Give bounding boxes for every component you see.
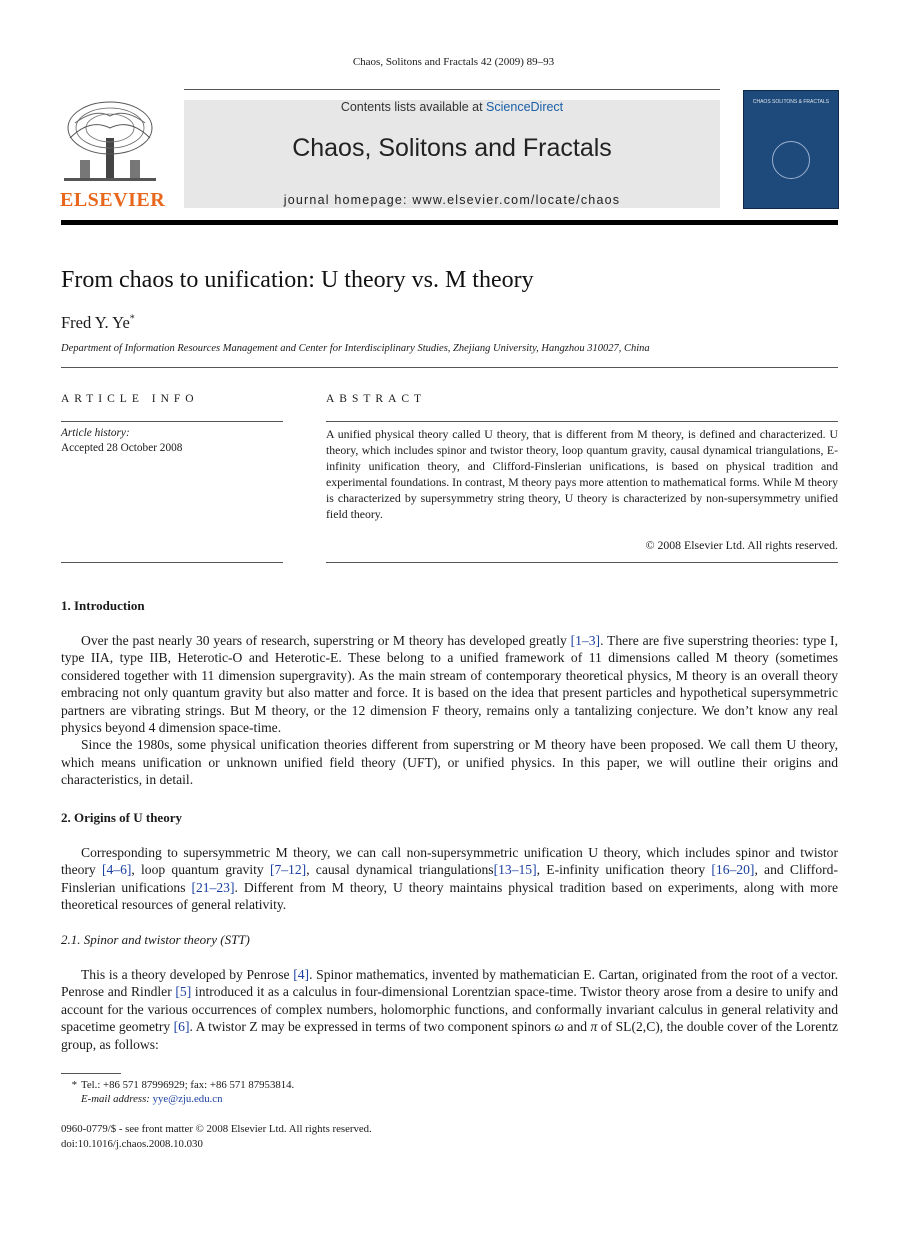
author-line bbox=[61, 313, 135, 333]
paragraph bbox=[61, 966, 838, 1053]
sciencedirect-link[interactable]: ScienceDirect bbox=[486, 100, 564, 114]
affiliation-rule bbox=[61, 367, 838, 368]
paragraph: Since the 1980s, some physical unification theories different from superstring or M theory have been proposed. We call them U theory, which means unification or unknown unified field theory (UFT), or unified physics. In this paper, we will outline their origins and characteristics, in detail. bbox=[61, 737, 838, 788]
text-run: This is a theory developed by Penrose bbox=[81, 967, 294, 982]
text-run: , loop quantum gravity bbox=[131, 862, 270, 878]
omega-symbol: ω bbox=[554, 1019, 564, 1035]
abstract-text: A unified physical theory called U theory, that is different from M theory, is defined and characterized. U theory, which includes spinor and twistor theory, loop quantum gravity, causal dynamical triangulations, E-infinity unification theory, and Clifford-Finslerian unifications, is based on physical tradition and experimental foundations. In contrast, M theory pays more attention to mathematical forms. While M theory is characterized by supersymmetry string theory, U theory is characterized by non-supersymmetry unified field theory. bbox=[326, 427, 838, 521]
abstract-copyright: © 2008 Elsevier Ltd. All rights reserved. bbox=[645, 538, 838, 552]
reference-link[interactable]: [21–23] bbox=[191, 879, 235, 895]
subsection-2-1-body bbox=[61, 966, 838, 1053]
reference-link[interactable]: [1–3] bbox=[570, 633, 601, 648]
text-run: Corresponding to supersymmetric M theory, we can call non-supersymmetric unification U theory, which includes spinor and twistor theory bbox=[61, 845, 838, 878]
header-divider bbox=[61, 220, 838, 225]
reference-link[interactable]: [16–20] bbox=[711, 862, 755, 878]
email-label: E-mail address: bbox=[81, 1093, 153, 1105]
pi-symbol: π bbox=[590, 1019, 598, 1035]
elsevier-logo[interactable] bbox=[60, 98, 166, 211]
text-run: , and Clifford-Finslerian unifications bbox=[61, 862, 838, 895]
elsevier-tree-icon bbox=[60, 98, 160, 186]
article-info-bottom-rule bbox=[61, 562, 283, 563]
text-run: introduced it as a calculus in four-dimensional Lorentzian space-time. Twistor theory arose from a desire to unify and account for the various occurrences of complex numbers, holomorphic functions, and conformally invariant calculus in general relativity and spacetime geometry bbox=[61, 984, 838, 1035]
article-info-heading: ARTICLE INFO bbox=[61, 393, 199, 405]
reference-link[interactable]: [7–12] bbox=[269, 862, 307, 878]
article-title: From chaos to unification: U theory vs. M theory bbox=[61, 267, 534, 293]
abstract-heading: ABSTRACT bbox=[326, 393, 427, 405]
doi-line[interactable]: doi:10.1016/j.chaos.2008.10.030 bbox=[61, 1137, 203, 1150]
text-run: and bbox=[563, 1019, 591, 1035]
text-run: . A twistor Z may be expressed in terms of two component spinors bbox=[189, 1019, 555, 1035]
contents-line bbox=[184, 100, 720, 114]
paragraph bbox=[61, 844, 838, 914]
subsection-2-1-heading: 2.1. Spinor and twistor theory (STT) bbox=[61, 932, 250, 947]
section-1-body bbox=[61, 632, 838, 789]
journal-banner bbox=[184, 100, 720, 208]
footnote-email-line bbox=[61, 1092, 294, 1106]
section-1-heading: 1. Introduction bbox=[61, 598, 145, 613]
contents-prefix: Contents lists available at bbox=[340, 100, 487, 114]
reference-link[interactable]: [13–15] bbox=[493, 862, 537, 878]
paragraph bbox=[61, 632, 838, 736]
affiliation: Department of Information Resources Management and Center for Interdisciplinary Studies, Zhejiang University, Hangzhou 310027, China bbox=[61, 343, 650, 354]
author-footnote-mark[interactable]: * bbox=[129, 313, 135, 325]
journal-homepage[interactable]: journal homepage: www.elsevier.com/locate/chaos bbox=[283, 193, 621, 207]
history-label: Article history: bbox=[61, 427, 130, 439]
reference-link[interactable]: [4–6] bbox=[101, 862, 132, 878]
text-run: . Spinor mathematics, invented by mathematician E. Cartan, originated from the root of a vector. Penrose and Rindler bbox=[61, 967, 838, 1000]
elsevier-wordmark: ELSEVIER bbox=[60, 189, 166, 211]
accepted-date: Accepted 28 October 2008 bbox=[61, 442, 183, 454]
front-matter bbox=[61, 1122, 372, 1151]
cover-title: CHAOS SOLITONS & FRACTALS bbox=[752, 99, 830, 105]
section-2-body bbox=[61, 844, 838, 914]
text-run: , causal dynamical triangulations bbox=[306, 862, 494, 878]
text-run: . Different from M theory, U theory maintains physical tradition based on experiments, along with more theoretical resources of general relativity. bbox=[61, 879, 838, 913]
journal-cover[interactable] bbox=[743, 90, 839, 209]
issn-line: 0960-0779/$ - see front matter © 2008 Elsevier Ltd. All rights reserved. bbox=[61, 1123, 372, 1135]
journal-citation: Chaos, Solitons and Fractals 42 (2009) 89–93 bbox=[352, 56, 555, 68]
reference-link[interactable]: [4] bbox=[293, 967, 310, 982]
text-run: Over the past nearly 30 years of research, superstring or M theory has developed greatly bbox=[81, 633, 571, 648]
footnote-contact: Tel.: +86 571 87996929; fax: +86 571 87953814. bbox=[81, 1079, 295, 1091]
text-run: . There are five superstring theories: type I, type IIA, type IIB, Heterotic-O and Heterotic-E. These belong to a unified framework of 11 dimensions called M theory (sometimes considered together with 11 dimension supergravity). As the main stream of contemporary theoretical physics, M theory is an overall theory embracing not only quantum gravity but also matter and force. It is based on the idea that present particles and hypothetical supersymmetric partners are vibrating strings. But M theory, or the 12 dimension F theory, remains only a tantalizing conjecture. We don’t know any real physics beyond 4 dimension space-time. bbox=[61, 633, 838, 736]
cover-graphic bbox=[772, 141, 810, 179]
journal-name: Chaos, Solitons and Fractals bbox=[292, 134, 612, 162]
footnote-rule bbox=[61, 1073, 121, 1074]
reference-link[interactable]: [5] bbox=[175, 984, 192, 1000]
text-run: of SL(2,C), the double cover of the Lorentz group, as follows: bbox=[61, 1019, 838, 1052]
header-rule bbox=[184, 89, 720, 90]
section-2-heading: 2. Origins of U theory bbox=[61, 810, 182, 825]
abstract-rule bbox=[326, 421, 838, 422]
article-info-rule bbox=[61, 421, 283, 422]
abstract-bottom-rule bbox=[326, 562, 838, 563]
email-link[interactable]: yye@zju.edu.cn bbox=[152, 1093, 223, 1105]
author-footnote bbox=[61, 1078, 294, 1106]
reference-link[interactable]: [6] bbox=[173, 1019, 190, 1035]
author-name: Fred Y. Ye bbox=[61, 313, 130, 332]
footnote-contact-line bbox=[61, 1078, 294, 1092]
footnote-mark: * bbox=[71, 1079, 77, 1091]
text-run: , E-infinity unification theory bbox=[536, 862, 712, 878]
